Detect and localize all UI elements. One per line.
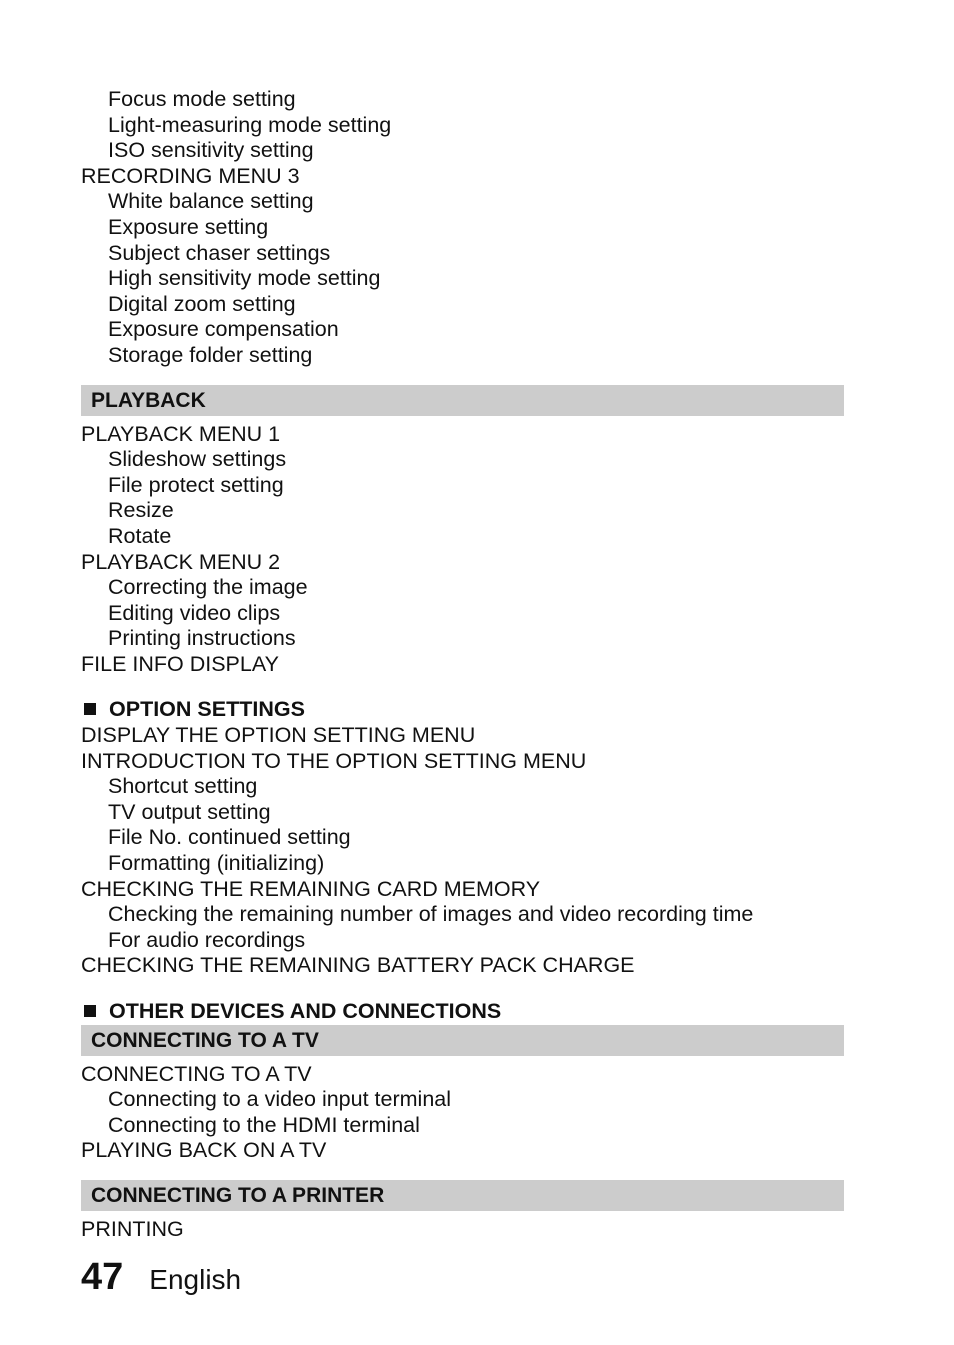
toc-item-tv-output[interactable]: TV output setting: [108, 799, 271, 824]
toc-entry-file-info[interactable]: FILE INFO DISPLAY: [81, 651, 279, 676]
toc-item-digital-zoom[interactable]: Digital zoom setting: [108, 291, 296, 316]
toc-item-exposure-compensation[interactable]: Exposure compensation: [108, 317, 339, 342]
toc-item-subject-chaser[interactable]: Subject chaser settings: [108, 240, 331, 265]
toc-item-focus-mode[interactable]: Focus mode setting: [108, 87, 296, 111]
toc-item-white-balance[interactable]: White balance setting: [108, 189, 314, 214]
table-of-contents: [81, 87, 844, 1243]
toc-item-printing-instructions[interactable]: Printing instructions: [108, 626, 296, 651]
toc-item-file-no-continued[interactable]: File No. continued setting: [108, 825, 351, 850]
toc-item-iso[interactable]: ISO sensitivity setting: [108, 138, 314, 163]
toc-item-shortcut[interactable]: Shortcut setting: [108, 774, 258, 799]
toc-item-editing-video[interactable]: Editing video clips: [108, 600, 281, 625]
toc-item-light-measuring[interactable]: Light-measuring mode setting: [108, 112, 392, 137]
toc-item-audio-recordings[interactable]: For audio recordings: [108, 927, 306, 952]
toc-entry-playback-menu-2[interactable]: PLAYBACK MENU 2: [81, 549, 281, 574]
page-footer: [81, 1256, 241, 1299]
toc-entry-playing-back-tv[interactable]: PLAYING BACK ON A TV: [81, 1138, 327, 1163]
heading-option-settings: [81, 697, 844, 723]
heading-option-settings-label: OPTION SETTINGS: [109, 697, 305, 722]
toc-entry-card-memory[interactable]: CHECKING THE REMAINING CARD MEMORY: [81, 876, 541, 901]
toc-item-high-sensitivity[interactable]: High sensitivity mode setting: [108, 266, 381, 291]
toc-item-correcting-image[interactable]: Correcting the image: [108, 575, 308, 600]
square-bullet-icon: [84, 1005, 96, 1017]
toc-entry-printing[interactable]: PRINTING: [81, 1216, 184, 1241]
toc-entry-display-option-menu[interactable]: DISPLAY THE OPTION SETTING MENU: [81, 723, 476, 748]
heading-other-devices: [81, 999, 844, 1025]
toc-item-video-input[interactable]: Connecting to a video input terminal: [108, 1087, 452, 1112]
toc-item-storage-folder[interactable]: Storage folder setting: [108, 342, 313, 367]
toc-item-exposure[interactable]: Exposure setting: [108, 214, 269, 239]
toc-item-rotate[interactable]: Rotate: [108, 523, 172, 548]
toc-item-slideshow[interactable]: Slideshow settings: [108, 447, 287, 472]
page-language: English: [149, 1264, 242, 1295]
toc-item-remaining-images[interactable]: Checking the remaining number of images and video recording time: [108, 902, 754, 927]
toc-item-file-protect[interactable]: File protect setting: [108, 472, 284, 497]
toc-entry-connecting-tv[interactable]: CONNECTING TO A TV: [81, 1061, 312, 1086]
toc-item-resize[interactable]: Resize: [108, 498, 174, 523]
section-bar-connecting-tv: CONNECTING TO A TV: [81, 1025, 844, 1056]
toc-entry-playback-menu-1[interactable]: PLAYBACK MENU 1: [81, 421, 281, 446]
toc-entry-battery-charge[interactable]: CHECKING THE REMAINING BATTERY PACK CHARGE: [81, 953, 635, 978]
toc-entry-recording-menu-3[interactable]: RECORDING MENU 3: [81, 163, 300, 188]
toc-item-hdmi[interactable]: Connecting to the HDMI terminal: [108, 1112, 420, 1137]
section-bar-playback: PLAYBACK: [81, 385, 844, 416]
toc-item-formatting[interactable]: Formatting (initializing): [108, 851, 325, 876]
page-number: 47: [81, 1256, 124, 1298]
square-bullet-icon: [84, 703, 96, 715]
section-bar-connecting-printer: CONNECTING TO A PRINTER: [81, 1180, 844, 1211]
heading-other-devices-label: OTHER DEVICES AND CONNECTIONS: [109, 999, 502, 1023]
toc-entry-intro-option-menu[interactable]: INTRODUCTION TO THE OPTION SETTING MENU: [81, 748, 587, 773]
